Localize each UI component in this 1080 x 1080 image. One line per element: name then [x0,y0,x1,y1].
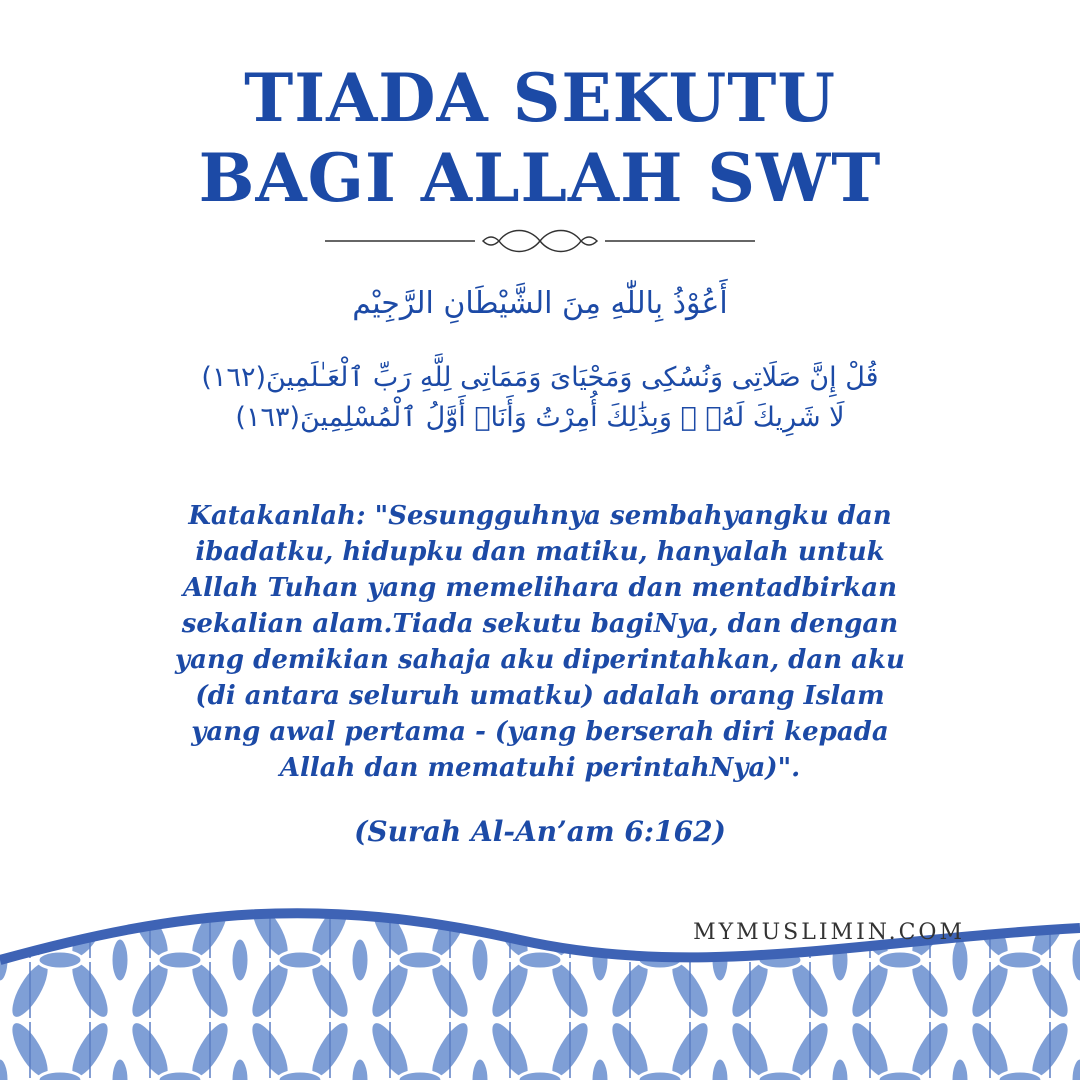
translation-line: (di antara seluruh umatku) adalah orang Islam [195,681,885,711]
translation-line: Katakanlah: "Sesungguhnya sembahyangku dan [188,501,892,531]
translation-line: yang awal pertama - (yang berserah diri kepada [191,717,889,747]
translation-line: Allah dan mematuhi perintahNya)". [279,753,801,783]
ornament-divider-icon [325,228,755,254]
arabic-verse-line-1: قُلْ إِنَّ صَلَاتِى وَنُسُكِى وَمَحْيَاىَ وَمَمَاتِى لِلَّهِ رَبِّ ٱلْعَـٰلَمِينَ(١٦٢) [201,362,879,393]
title-line-2: BAGI ALLAH SWT [198,139,882,217]
translation-line: ibadatku, hidupku dan matiku, hanyalah untuk [195,537,885,567]
taawwudh-text: أَعُوْذُ بِاللّٰهِ مِنَ الشَّيْطَانِ الرَّجِيْم [352,286,728,321]
translation-line: sekalian alam.Tiada sekutu bagiNya, dan dengan [181,609,899,639]
translation-text [130,498,950,786]
arabic-verse [60,358,1020,438]
title-line-1: TIADA SEKUTU [244,59,836,137]
arabic-verse-line-2: لَا شَرِيكَ لَهُۥ ۖ وَبِذَٰلِكَ أُمِرْتُ وَأَنَا۠ أَوَّلُ ٱلْمُسْلِمِينَ(١٦٣) [235,402,845,433]
surah-reference: (Surah Al-An’am 6:162) [354,815,726,848]
translation-line: Allah Tuhan yang memelihara dan mentadbirkan [182,573,898,603]
page-title [0,58,1080,218]
translation-line: yang demikian sahaja aku diperintahkan, dan aku [175,645,905,675]
website-label: MYMUSLIMIN.COM [693,920,965,945]
